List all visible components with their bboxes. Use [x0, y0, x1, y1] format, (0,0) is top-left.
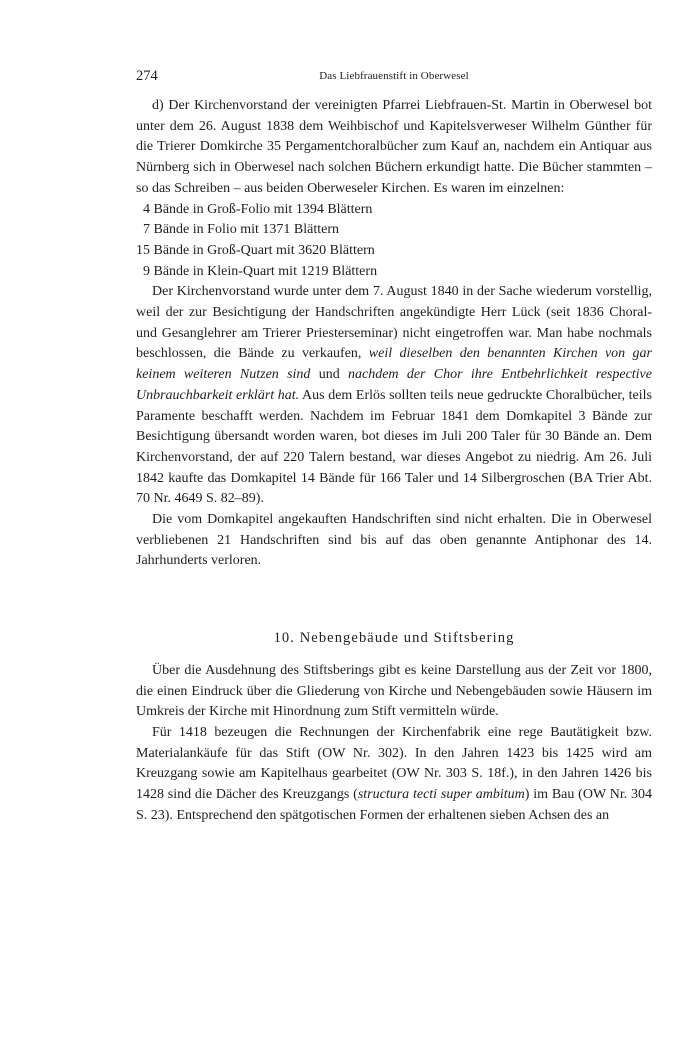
book-page [136, 68, 652, 827]
quotation-italic: weil dieselben den benannten Kirchen von gar keinem weiteren Nutzen sind [136, 346, 652, 383]
list-item [136, 220, 652, 241]
list-item-count: 7 [143, 222, 150, 238]
list-item [136, 200, 652, 221]
latin-quotation-italic: structura tecti super ambitum [357, 787, 525, 803]
list-item-text: Bände in Klein-Quart mit 1219 Blättern [153, 263, 378, 279]
text-run: und [310, 367, 348, 383]
paragraph-manuscripts-lost: Die vom Domkapitel angekauften Handschriften sind nicht erhalten. Die in Oberwesel verbliebenen 21 Handschriften sind bis auf das oben genannte Antiphonar des 14. Jahrhunderts verloren. [136, 512, 652, 569]
paragraph-stiftsbering: Über die Ausdehnung des Stiftsberings gibt es keine Darstellung aus der Zeit vor 1800, die einen Eindruck über die Gliederung von Kirche und Nebengebäuden sowie Häusern im Umkreis der Kirche mit Hinordnung zum Stift vermitteln würde. [136, 662, 652, 720]
running-title: Das Liebfrauenstift in Oberwesel [319, 70, 469, 82]
text-run: ) im Bau (OW Nr. 304 S. 23). Entsprechend den spätgotischen Formen der erhaltenen sieben Achsen des an [136, 787, 653, 823]
list-item [136, 241, 652, 262]
list-item-text: Bände in Groß-Quart mit 3620 Blättern [153, 242, 375, 258]
text-run: Für 1418 bezeugen die Rechnungen der Kirchenfabrik eine rege Bautätigkeit bzw. Materialankäufe für das Stift (OW Nr. 302). In den Jahren 1423 bis 1425 wird am Kreuzgang sowie am Kapitelhaus gearbeitet (OW Nr. 303 S. 18f.), in den Jahren 1426 bis 1428 sind die Dächer des Kreuzgangs ( [136, 724, 652, 803]
section-heading: 10. Nebengebäude und Stiftsbering [273, 630, 515, 647]
list-item [136, 262, 652, 283]
list-item-count: 15 [136, 242, 150, 258]
list-item-count: 9 [143, 263, 150, 279]
quotation-italic: nachdem der Chor ihre Entbehrlichkeit respective Unbrauchbarkeit erklärt hat. [136, 367, 652, 403]
page-number: 274 [136, 68, 158, 84]
body-text [136, 96, 652, 827]
list-item-count: 4 [143, 201, 150, 217]
paragraph-sale-negotiation [136, 282, 652, 510]
paragraph-d: d) Der Kirchenvorstand der vereinigten Pfarrei Liebfrauen-St. Martin in Oberwesel bot unter dem 26. August 1838 dem Weihbischof und Kapitelsverweser Wilhelm Günther für die Trierer Domkirche 35 Pergamentchoralbücher zum Kauf an, nachdem ein Antiquar aus Nürnberg sich in Oberwesel nach solchen Büchern erkundigt hatte. Die Bücher stammten – so das Schreiben – aus beiden Oberweseler Kirchen. Es waren im einzelnen: [136, 98, 652, 196]
page-header [136, 68, 652, 90]
paragraph-building-activity [136, 723, 652, 827]
list-item-text: Bände in Folio mit 1371 Blättern [153, 222, 339, 238]
text-run: Der Kirchenvorstand wurde unter dem 7. August 1840 in der Sache wiederum vorstellig, weil der zur Besichtigung der Handschriften angekündigte Herr Lück (seit 1836 Choral- und Gesanglehrer am Trierer Priesterseminar) nicht eingetroffen war. Man habe nochmals beschlossen, die Bände zu verkaufen, [136, 284, 652, 362]
inventory-list [136, 200, 652, 283]
text-run: Aus dem Erlös sollten teils neue gedruckte Choralbücher, teils Paramente beschafft werden. Nachdem im Februar 1841 dem Domkapitel 3 Bände zur Besichtigung übersandt worden waren, bot dieses im Juli 200 Taler für 30 Bände an. Dem Kirchenvorstand, der auf 220 Talern bestand, war dieses Angebot zu niedrig. Am 26. Juli 1842 kaufte das Domkapitel 14 Bände für 166 Taler und 14 Silbergroschen (BA Trier Abt. 70 Nr. 4649 S. 82–89). [136, 387, 652, 507]
list-item-text: Bände in Groß-Folio mit 1394 Blättern [153, 201, 373, 217]
